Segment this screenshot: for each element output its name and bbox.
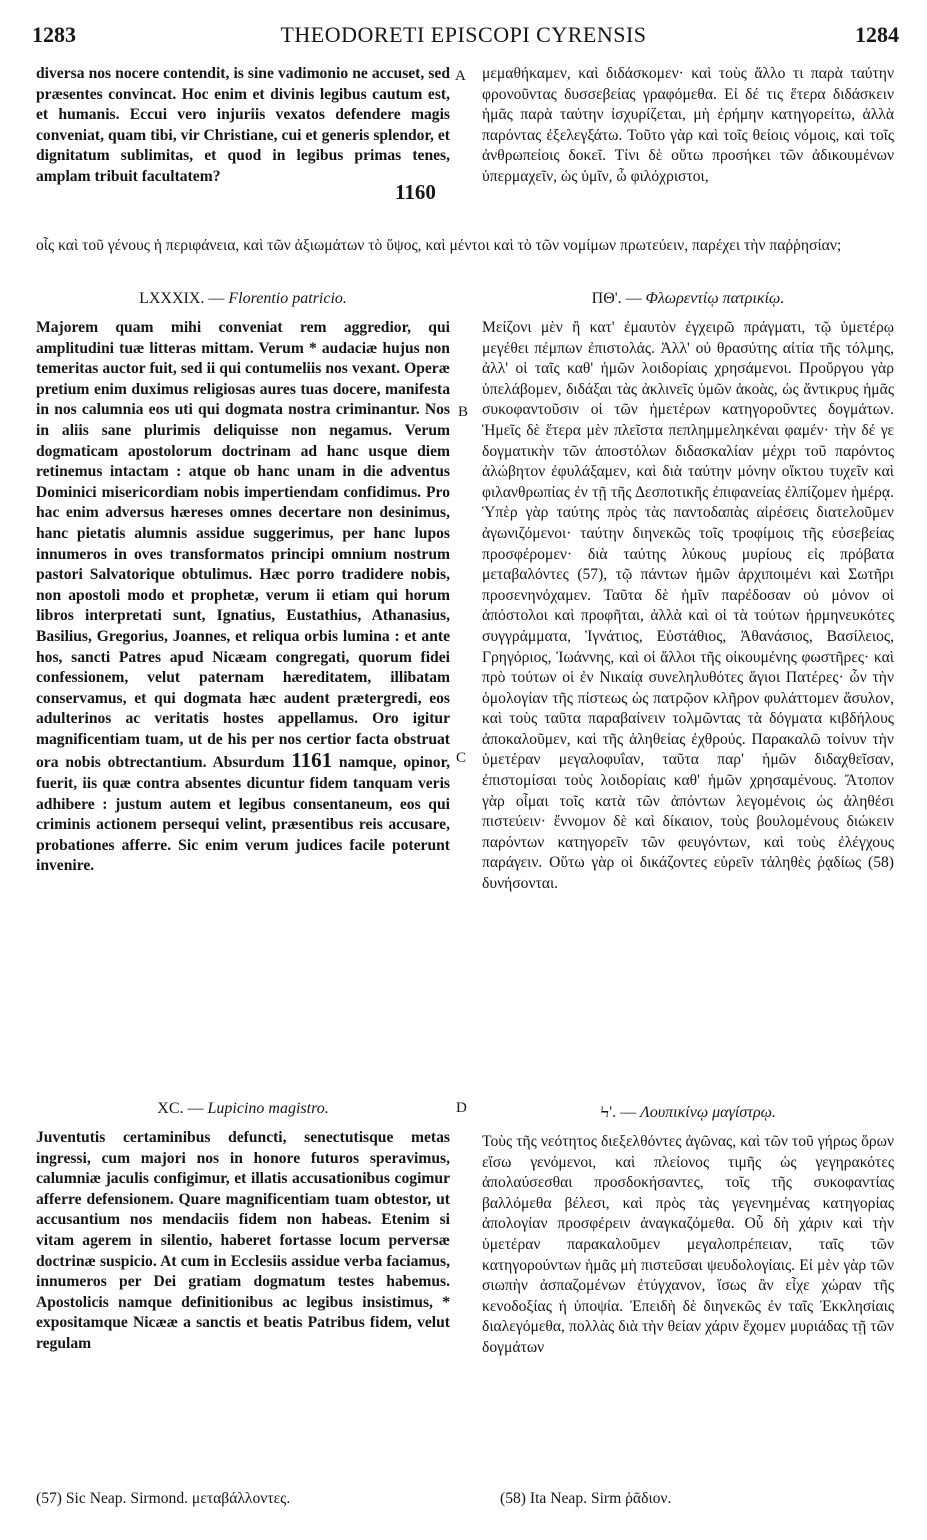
footnote-58: (58) Ita Neap. Sirm ῥᾶδιον. (500, 1490, 672, 1507)
top-greek-fullwidth-text: οἷς καὶ τοῦ γένους ἡ περιφάνεια, καὶ τῶν ἀξιωμάτων τὸ ὕψος, καὶ μέντοι καὶ τὸ τῶν νομίμων πρωτεύειν, παρέχει τὴν παῤῥησίαν; (36, 237, 842, 254)
margin-letter-c: C (456, 750, 467, 766)
letter-89-greek-body (482, 318, 894, 895)
margin-letter-b: B (458, 404, 469, 420)
letter-90-greek-body (482, 1132, 894, 1359)
letter-89-greek-text: Μείζονι μὲν ἢ κατ' ἐμαυτὸν ἐγχειρῶ πράγματι, τῷ ὑμετέρῳ μεγέθει πέμπων ἐπιστολάς. Ἀλλ' οὐ θρασύτης αἰτία τῆς τόλμης, ἀλλ' οἱ ταῖς καθ' ἡμῶν λοιδορίαις χρησάμενοι. Προὔργου γὰρ ὑπελάβομεν, διδάξαι τὰς ἀκλινεῖς ὑμῶν ἀκοὰς, ὡς ἄντικρυς ἡμᾶς συκοφαντοῦσιν οἱ τῶν ἡμετέρων κατηγοροῦντες δογμάτων. Ἡμεῖς δὲ ἕτερα μὲν πλεῖστα πεπλημμεληκέναι φαμέν· τὴν δέ γε δογματικὴν τῶν ἀποστόλων διδασκαλίαν μέχρι τοῦ παρόντος ἀλώβητον ἐφυλάξαμεν, καὶ διὰ ταύτην μόνην οἴκτου τυχεῖν καὶ φιλανθρωπίας ἐν τῇ τῆς Δεσποτικῆς ἐπιφανείας ἐλπίζομεν ἡμέρᾳ. Ὑπὲρ γὰρ ταύτης πρὸς τὰς παντοδαπὰς αἱρέσεις διατελοῦμεν ἀγωνιζόμενοι· ταύτην διηνεκῶς τοῖς τροφίμοις τῆς εὐσεβείας προσφέρομεν· διὰ ταύτης λύκους μυρίους εἰς πρόβατα μεταβαλόντες (57), τῷ πάντων ἡμῶν ἀρχιποιμένι καὶ Σωτῆρι προσενηνόχαμεν. Ταῦτα δὲ ἡμῖν παρέδοσαν οὐ μόνον οἱ ἀπόστολοι καὶ προφῆται, ἀλλὰ καὶ οἱ τὰ τούτων ἡρμηνευκότες συγγράμματα, Ἰγνάτιος, Εὐστάθιος, Ἀθανάσιος, Βασίλειος, Γρηγόριος, Ἰωάννης, καὶ οἱ ἄλλοι τῆς οἰκουμένης φωστῆρες· καὶ πρὸ τούτων οἱ ἐν Νικαίᾳ συνεληλυθότες ἅγιοι Πατέρες· ὧν τὴν ὁμολογίαν τῆς πίστεως ὡς πατρῷον κλῆρον φυλάττομεν ἄσυλον, καὶ τοὺς ταῦτα παραβαίνειν τολμῶντας τὰ δόγματα κιβδήλους ἀποκαλοῦμεν, καὶ τῆς ἀληθείας ἐχθρούς. Παρακαλῶ τοίνυν τὴν ὑμετέραν μεγαλοφυΐαν, ταῦτα παρ' ἡμῶν διδαχθεῖσαν, ἐπιστομίσαι τοὺς λοιδορίαις καθ' ἡμῶν χρησαμένους. Ἄτοπον γὰρ οἶμαι τοῖς κατὰ τῶν ἀπόντων λεγομένοις ὡς ἀληθέσι πιστεύειν· ἔννομον δὲ καὶ δίκαιον, τοὺς βουλομένους διώκειν παρόντων κατηγορεῖν τῶν φευγόντων, καὶ τοὺς ἐλέγχους παράγειν. Οὕτω γὰρ οἱ δικάζοντες εὑρεῖν τἀληθὲς ῥᾳδίως (58) δυνήσονται. (482, 319, 894, 893)
top-greek-fullwidth (36, 236, 894, 257)
footnote-57: (57) Sic Neap. Sirmond. μεταβάλλοντες. (36, 1490, 291, 1507)
letter-89-latin-body (36, 318, 450, 877)
heading-90-latin-number: XC. — (157, 1100, 204, 1117)
heading-89-latin-number: LXXXIX. — (139, 290, 225, 307)
heading-90-greek-name: Λουπικίνῳ μαγίστρῳ. (640, 1104, 776, 1121)
page-number-left: 1283 (32, 22, 76, 47)
letter-90-latin-text: Juventutis certaminibus defuncti, senectutisque metas ingressi, cum majori nos in honore futuros speravimus, calumniæ jaculis configimur, et illatis accusationibus cogimur afferre defensionem. Quare magnificentiam tuam obtestor, ut accusantium nos mendaciis fidem non habeas. Etenim si vitam agerem in silentio, haberet fortasse locum perversæ doctrinæ suspicio. At cum in Ecclesiis assidue verba faciamus, innumeros per Dei gratiam dogmatum testes habemus. Apostolicis namque definitionibus ac legibus insistimus, * expositamque Nicææ a sanctis et beatis Patribus fidem, velut regulam (36, 1129, 450, 1352)
heading-90-latin-name: Lupicino magistro. (207, 1100, 329, 1117)
letter-89-latin-text-b: namque, opinor, fuerit, iis quæ contra absentes dicuntur fidem tanquam veris adhibere : justum autem et legibus consentaneum, eos qui criminis actionem persequi velint, præsentibus reis accusare, probationes afferre. Sic enim verum judices facile poterunt invenire. (36, 754, 450, 875)
top-greek-paragraph (482, 64, 894, 188)
page-number-right: 1284 (855, 22, 899, 47)
heading-letter-90-latin (36, 1098, 450, 1120)
letter-89-latin-text-a: Majorem quam mihi conveniat rem aggredior, qui amplitudini tuæ litteras mittam. Verum * audaciæ hujus non temeritas auctor fuit, sed ii qui contumeliis nos vexant. Operæ pretium enim duximus religiosas aures tuas docere, manifesta in nos calumnia eos uti qui dogmata nostra criminantur. Nos in aliis sane plurimis deliquisse non negamus. Verum dogmaticam apostolorum doctrinam ad hanc usque diem retinemus intactam : atque ob hanc unam in die adventus Dominici misericordiam nobis impertiendam confidimus. Pro hac enim adversus hæreses omnes decertare non desinimus, hanc pietatis alumnis assidue suggerimus, per hanc lupos innumeros in oves transformatos principi omnium nostrum pastori Salvatorique obtulimus. Hæc porro tradidere nobis, non apostoli modo et prophetæ, verum ii etiam qui horum libros interpretati sunt, Ignatius, Eustathius, Athanasius, Basilius, Gregorius, Joannes, et reliqua orbis lumina : et ante hos, sancti Patres apud Nicæam congregati, quorum fidei confessionem, velut paternam hæreditatem, illibatam conservamus, et qui dogmata hæc audent prætergredi, eos adulterinos ac veritatis hostes appellamus. Oro igitur magnificentiam tuam, ut de his per nos certior facta obstruat ora nobis obtrectantium. Absurdum (36, 319, 450, 772)
heading-89-latin-name: Florentio patricio. (228, 290, 347, 307)
margin-letter-a: A (455, 68, 466, 84)
heading-letter-90-greek (482, 1102, 894, 1124)
top-latin-text: diversa nos nocere contendit, is sine vadimonio ne accuset, sed præsentes convincat. Hoc enim et divinis legibus cautum est, et humanis. Eccui vero injuriis vexatos defendere magis conveniat, quam tibi, vir Christiane, cui et generis splendor, et dignitatum sublimitas, et quod in legibus primas tenes, amplam tribuit facultatem? (36, 65, 450, 185)
heading-letter-89-greek (482, 288, 894, 310)
column-marker-1160: 1160 (395, 180, 436, 204)
top-latin-paragraph (36, 64, 450, 188)
heading-89-greek-name: Φλωρεντίῳ πατρικίῳ. (645, 290, 785, 307)
letter-90-greek-text: Τοὺς τῆς νεότητος διεξελθόντες ἀγῶνας, καὶ τῶν τοῦ γήρως ὅρων εἴσω γενόμενοι, καὶ πλείονος τιμῆς ὡς γεγηρακότες ἀπολαύσεσθαι προσδοκήσαντες, τοῖς τῆς συκοφαντίας βαλλόμεθα βέλεσι, καὶ πρὸς τὰς γεγενημένας κατηγορίας ἀπολογίαν προσφέρειν ἀναγκαζόμεθα. Οὗ δὴ χάριν καὶ τὴν ὑμετέραν παρακαλοῦμεν μεγαλοπρέπειαν, ταῖς τῶν κατηγορούντων ἡμᾶς μὴ πιστεῦσαι ψευδολογίαις. Εἰ μὲν γὰρ τῶν σιωπὴν ἀσπαζομένων ἐτύγχανον, ἴσως ἂν εἶχε χώραν τῆς κενοδοξίας ἡ ὑποψία. Ἐπειδὴ δὲ διηνεκῶς ἐν ταῖς Ἐκκλησίαις διαλεγόμεθα, πολλὰς διὰ τὴν θείαν χάριν ἔχομεν μυριάδας τῇ τῶν δογμάτων (482, 1133, 894, 1356)
heading-letter-89-latin (36, 288, 450, 310)
top-greek-text: μεμαθήκαμεν, καὶ διδάσκομεν· καὶ τοὺς ἄλλο τι παρὰ ταύτην φρονοῦντας δυσσεβείας γραφόμεθα. Εἰ δέ τις ἕτερα διδάσκειν ἡμᾶς παρὰ ταύτην ἰσχυρίζεται, μὴ ἐρήμην κατηγορείτω, ἀλλὰ παρόντας ἐξελεγξάτω. Τοῦτο γὰρ καὶ τοῖς θείοις νόμοις, καὶ τοῖς ἀνθρωπείοις δοκεῖ. Τίνι δὲ οὕτω προσήκει τῶν ἀδικουμένων ὑπερμαχεῖν, ὡς ὑμῖν, ὦ φιλόχριστοι, (482, 65, 894, 185)
column-marker-1161: 1161 (291, 748, 333, 773)
margin-letter-d: D (456, 1100, 467, 1116)
running-title: THEODORETI EPISCOPI CYRENSIS (280, 22, 647, 47)
heading-89-greek-number: ΠΘ'. — (591, 290, 642, 307)
letter-90-latin-body (36, 1128, 450, 1355)
heading-90-greek-number: Ϟ'. — (600, 1104, 637, 1121)
